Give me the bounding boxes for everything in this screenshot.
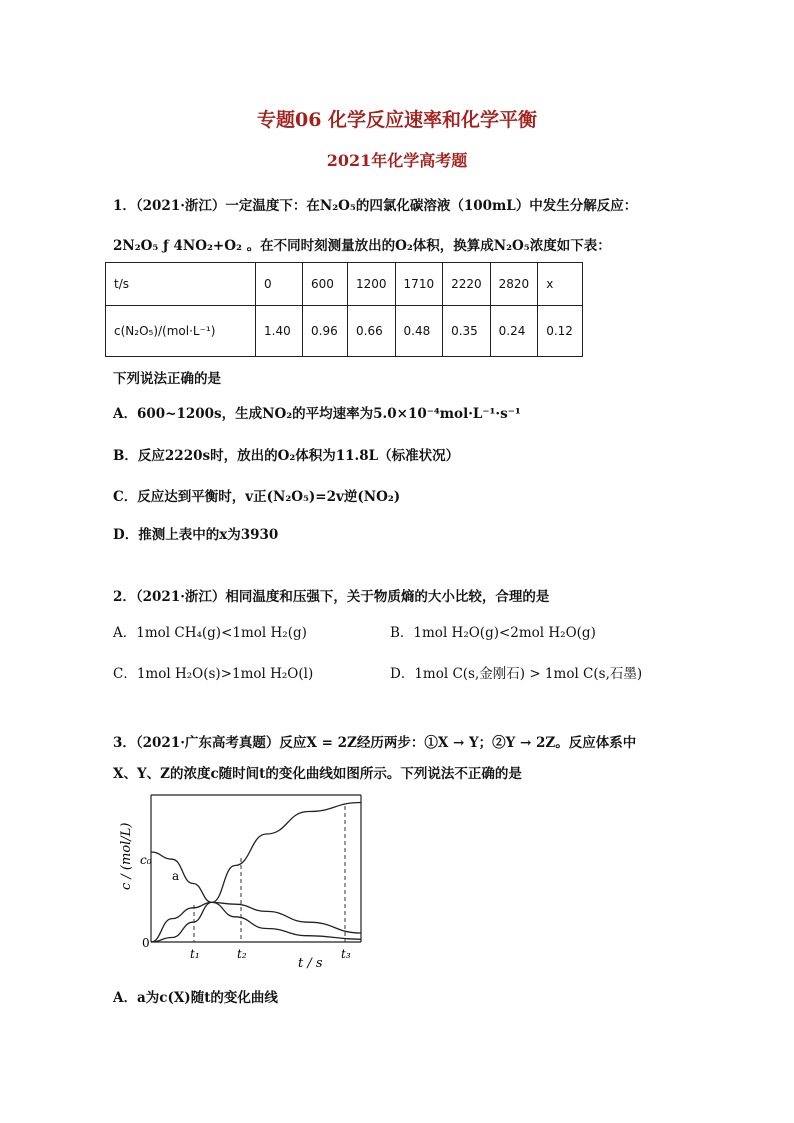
q2-option-a: A．1mol CH₄(g)<1mol H₂(g) bbox=[113, 625, 307, 641]
table-cell: 1200 bbox=[348, 263, 396, 306]
page-subtitle: 2021年化学高考题 bbox=[326, 151, 468, 170]
q3-stem-line2: X、Y、Z的浓度c随时间t的变化曲线如图所示。下列说法不正确的是 bbox=[113, 766, 522, 782]
q2-option-b: B．1mol H₂O(g)<2mol H₂O(g) bbox=[390, 625, 596, 641]
concentration-time-chart bbox=[118, 790, 368, 980]
q3-stem-line1: 3．（2021·广东高考真题）反应X = 2Z经历两步：①X → Y；②Y → 2Z。反应体系中 bbox=[113, 735, 637, 751]
table-cell: c(N₂O₅)/(mol·L⁻¹) bbox=[106, 306, 256, 357]
table-cell: 0.96 bbox=[303, 306, 348, 357]
table-row bbox=[106, 306, 583, 357]
page-title: 专题06 化学反应速率和化学平衡 bbox=[256, 109, 538, 131]
table-cell: 1.40 bbox=[256, 306, 303, 357]
table-cell: 0.12 bbox=[538, 306, 583, 357]
tick-label-t3: t₃ bbox=[341, 947, 351, 961]
curve-a-label: a bbox=[172, 869, 180, 883]
q2-option-d: D．1mol C(s,金刚石) > 1mol C(s,石墨) bbox=[390, 666, 643, 682]
q1-equation: 2N₂O₅ ƒ 4NO₂+O₂ 。在不同时刻测量放出的O₂体积，换算成N₂O₅浓度如下表： bbox=[113, 238, 611, 254]
tick-label-t1: t₁ bbox=[190, 947, 200, 961]
q3-option-a: A．a为c(X)随t的变化曲线 bbox=[113, 990, 278, 1006]
table-cell: 0.24 bbox=[490, 306, 538, 357]
x-axis-label: t / s bbox=[298, 956, 323, 971]
table-cell: 2220 bbox=[443, 263, 491, 306]
q2-stem: 2．（2021·浙江）相同温度和压强下，关于物质熵的大小比较，合理的是 bbox=[113, 589, 550, 605]
q1-option-d: D．推测上表中的x为3930 bbox=[113, 527, 279, 543]
table-cell: 0.66 bbox=[348, 306, 396, 357]
origin-label: 0 bbox=[142, 936, 150, 950]
c0-label: c₀ bbox=[140, 853, 152, 867]
table-row bbox=[106, 263, 583, 306]
q2-option-c: C．1mol H₂O(s)>1mol H₂O(l) bbox=[113, 666, 314, 682]
q1-option-a: A．600~1200s，生成NO₂的平均速率为5.0×10⁻⁴mol·L⁻¹·s⁻¹ bbox=[113, 406, 521, 422]
tick-label-t2: t₂ bbox=[237, 947, 247, 961]
plot-area bbox=[119, 795, 361, 971]
table-cell: 0.48 bbox=[395, 306, 443, 357]
table-cell: 2820 bbox=[490, 263, 538, 306]
table-cell: 0.35 bbox=[443, 306, 491, 357]
curve-y bbox=[151, 902, 361, 942]
table-cell: 600 bbox=[303, 263, 348, 306]
q1-prompt: 下列说法正确的是 bbox=[113, 371, 221, 387]
q1-option-b: B．反应2220s时，放出的O₂体积为11.8L（标准状况） bbox=[113, 448, 460, 464]
table-cell: x bbox=[538, 263, 583, 306]
table-cell: 1710 bbox=[395, 263, 443, 306]
q1-stem: 1．（2021·浙江）一定温度下：在N₂O₅的四氯化碳溶液（100mL）中发生分解反应： bbox=[113, 198, 638, 214]
table-cell: t/s bbox=[106, 263, 256, 306]
concentration-table bbox=[105, 262, 583, 357]
q1-option-c: C．反应达到平衡时，v正(N₂O₅)=2v逆(NO₂) bbox=[113, 489, 401, 505]
y-axis-label: c / (mol/L) bbox=[119, 822, 134, 890]
table-cell: 0 bbox=[256, 263, 303, 306]
